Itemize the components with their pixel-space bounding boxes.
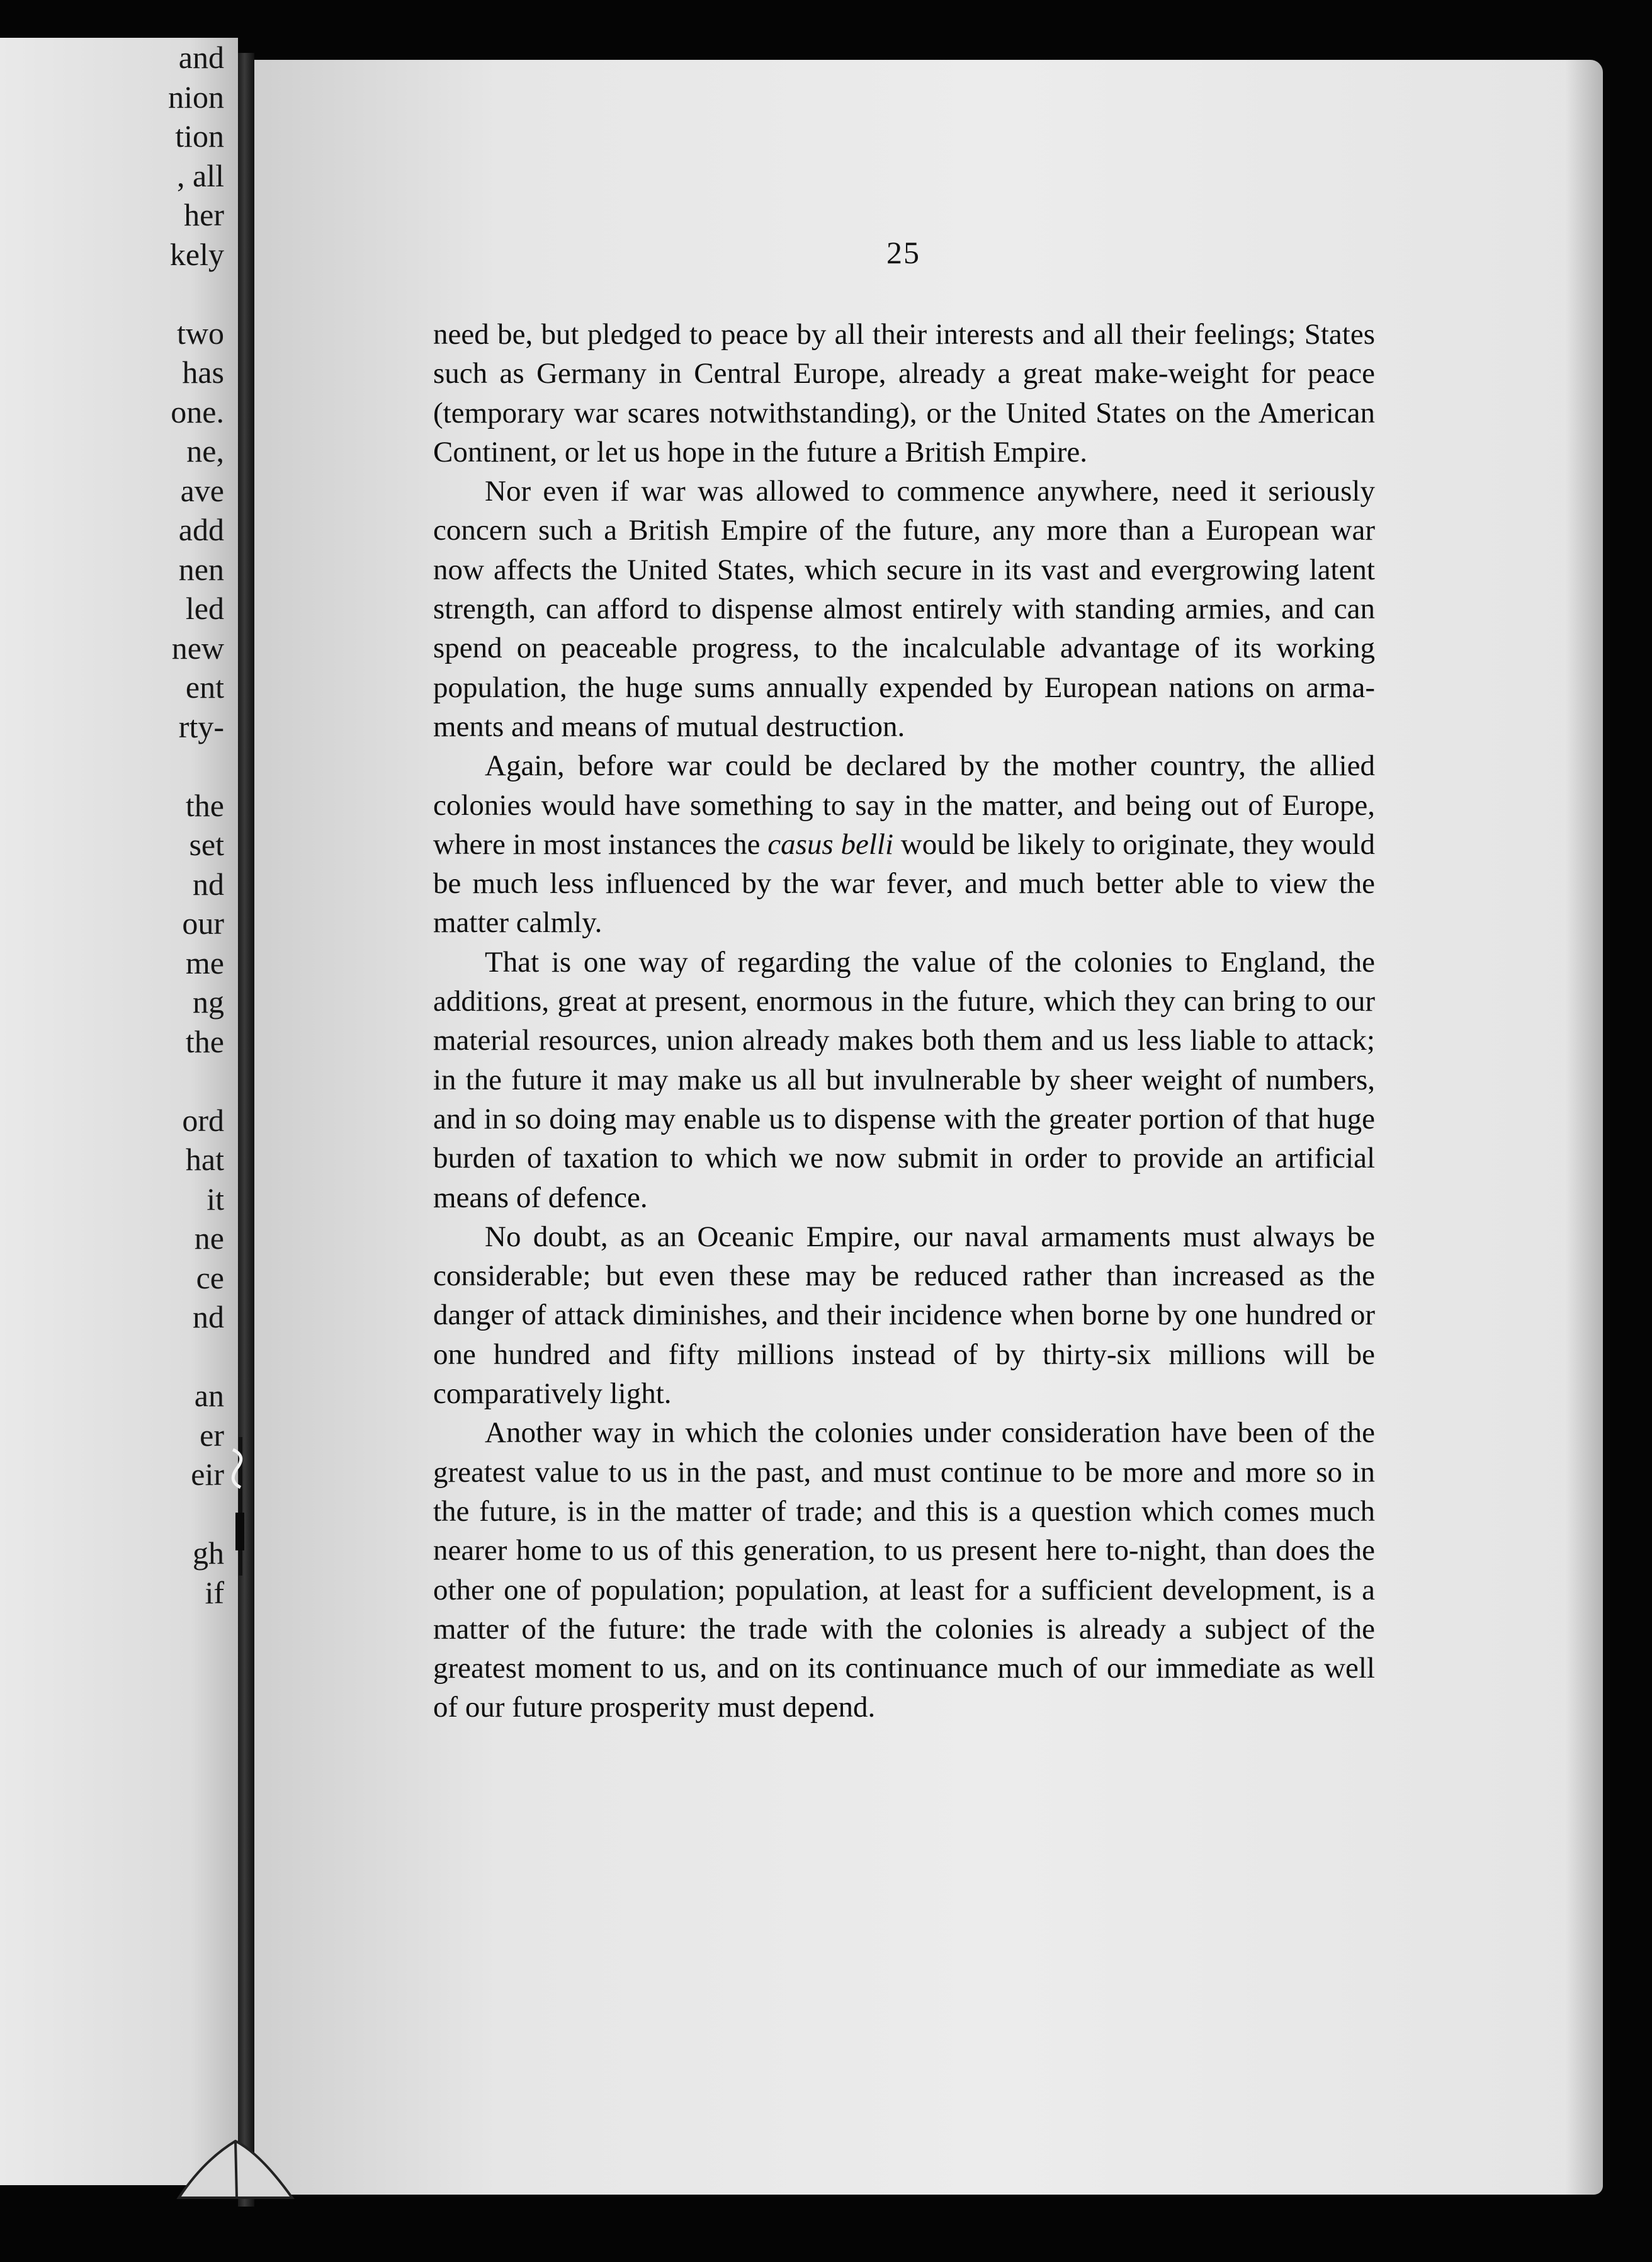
text-run: Again, before war could be declared by the mother country, the allied colonies would have something to say in the matter, and being out of Europe, where in most instances the	[433, 749, 1375, 861]
left-edge-word	[111, 1494, 224, 1534]
left-edge-word: two	[177, 315, 224, 351]
text-run: No doubt, as an Oceanic Empire, our naval armaments must always be considerable; but even these may be reduced rather than increased as the danger of attack diminishes, and their incidence when borne by one hundred or one hundred and fifty millions instead of by thirty-six millions will be comparatively light.	[433, 1220, 1375, 1411]
left-edge-word: add	[178, 512, 224, 547]
left-edge-word: and	[178, 40, 224, 75]
paragraph	[433, 746, 1375, 942]
left-edge-word: rty-	[178, 708, 224, 744]
paragraph	[433, 315, 1375, 472]
left-edge-word: ce	[196, 1259, 224, 1295]
left-edge-word: ne	[194, 1220, 224, 1256]
text-run: Another way in which the colonies under consideration have been of the greatest value to us in the past, and must continue to be more and more so in the future, is in the matter of trade; and this is a question which comes much nearer home to us of this generation, to us present here to-night, than does the other one of population; population, at least for a sufficient development, is a matter of the future: the trade with the colonies is already a subject of the greatest moment to us, and on its continuance much of our immediate as well of our future prosperity must depend.	[433, 1416, 1375, 1724]
paragraph	[433, 943, 1375, 1217]
left-page-fragment	[0, 38, 238, 2185]
left-edge-word: nd	[193, 866, 224, 902]
book-gutter	[238, 53, 254, 2207]
left-edge-word	[111, 1061, 224, 1101]
left-edge-word: one.	[171, 394, 224, 429]
text-run: That is one way of regarding the value of the colonies to England, the additions, great at present, enormous in the future, which they can bring to our material resources, union already makes both them and us less liable to attack; in the future it may make us all but invulnerable by sheer weight of numbers, and in so doing may enable us to dispense with the greater portion of that huge burden of taxation to which we now submit in order to provide an artificial means of defence.	[433, 945, 1375, 1214]
page-number: 25	[886, 235, 920, 270]
torn-binding-icon	[166, 2084, 298, 2204]
left-edge-word: , all	[177, 157, 224, 193]
left-edge-word: nen	[178, 551, 224, 587]
paragraph	[433, 1413, 1375, 1727]
left-edge-word: our	[182, 906, 224, 941]
left-edge-word: tion	[175, 118, 224, 154]
left-edge-word: has	[182, 355, 224, 390]
left-edge-word: gh	[193, 1535, 224, 1571]
text-run: Nor even if war was allowed to commence anywhere, need it seriously concern such a British Empire of the future, any more than a European war now affects the United States, which secure in its vast and evergrowing latent strength, can afford to dispense almost entirely with standing armies, and can spend on peaceable progress, to the incalculable advantage of its working population, the huge sums annually expended by European nations on armaments and means of mutual destruction.	[433, 475, 1375, 743]
binding-thread-icon	[222, 1437, 259, 1576]
left-edge-word: ave	[180, 472, 224, 508]
left-edge-word: er	[200, 1417, 224, 1453]
left-edge-word: nion	[168, 79, 224, 115]
text-run: would be likely to originate, they would be much less influenced by the war fever, and much better able to view the matter calmly.	[433, 827, 1376, 940]
page-body-text	[433, 315, 1375, 1727]
left-edge-word: new	[171, 630, 224, 666]
left-page-cut-text	[111, 38, 224, 1612]
paragraph	[433, 1217, 1375, 1413]
left-edge-word	[111, 274, 224, 314]
left-edge-word: the	[185, 1023, 224, 1059]
left-edge-word	[111, 1337, 224, 1377]
left-edge-word: the	[185, 787, 224, 823]
left-edge-word: kely	[169, 236, 224, 272]
left-edge-word: ord	[182, 1102, 224, 1138]
left-edge-word: led	[185, 591, 224, 626]
left-edge-word: ne,	[186, 433, 224, 469]
left-edge-word: if	[205, 1574, 224, 1610]
left-edge-word: eir	[191, 1457, 224, 1492]
text-run: need be, but pledged to peace by all their interests and all their feelings; States such as Germany in Central Europe, already a great make-weight for peace (temporary war scares notwithstanding), or the United States on the American Continent, or let us hope in the future a British Empire.	[433, 318, 1375, 469]
left-edge-word: her	[184, 197, 224, 232]
left-edge-word: an	[194, 1378, 224, 1413]
left-edge-word	[111, 746, 224, 786]
page-edge-shadow	[1565, 60, 1603, 2195]
italic-phrase: casus belli	[767, 827, 894, 861]
left-edge-word: hat	[185, 1142, 224, 1177]
left-edge-word: ent	[185, 669, 224, 705]
left-edge-word: ng	[193, 984, 224, 1020]
left-edge-word: me	[185, 945, 224, 980]
left-edge-word: nd	[193, 1299, 224, 1334]
paragraph	[433, 472, 1375, 746]
left-edge-word: it	[206, 1181, 224, 1217]
left-edge-word: set	[189, 827, 224, 862]
